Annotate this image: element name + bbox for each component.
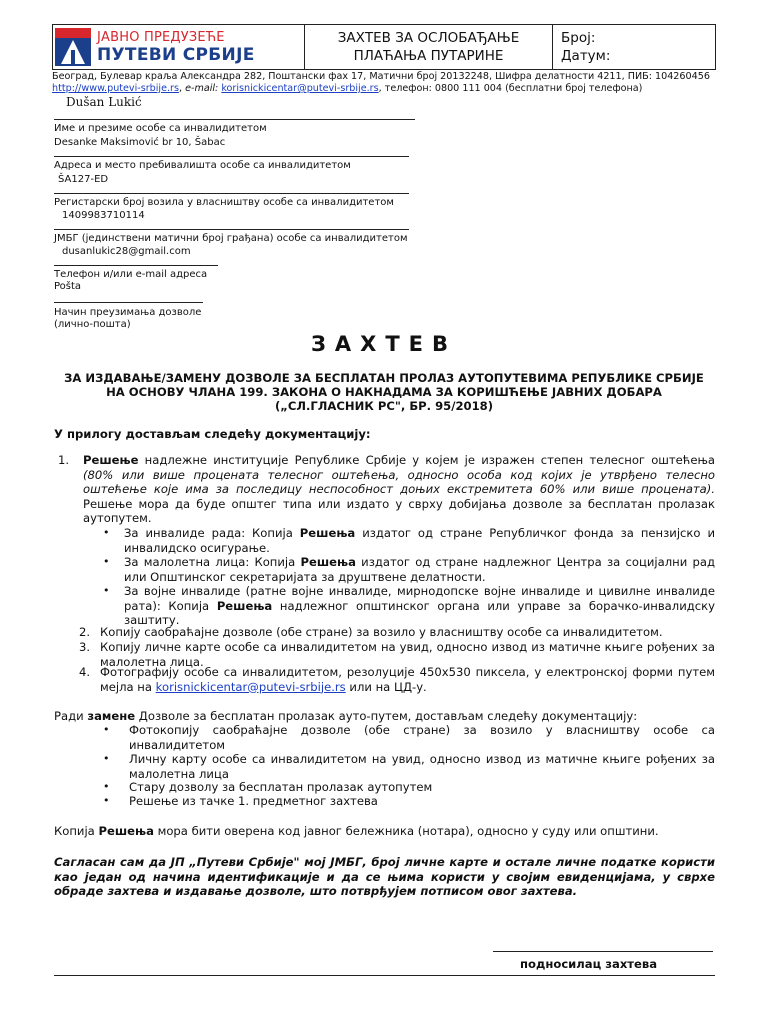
bullet-icon: •	[103, 780, 110, 793]
contact-value[interactable]: dusanlukic28@gmail.com	[62, 246, 191, 257]
item3-number: 3.	[79, 640, 91, 654]
bullet-icon: •	[103, 752, 110, 765]
contact-label: Телефон и/или e-mail адреса	[54, 269, 208, 280]
name-label: Име и презиме особе са инвалидитетом	[54, 123, 267, 134]
item2-text: Копију саобраћајне дозволе (обе стране) за возило у власништву особе са инвалидитетом.	[100, 625, 663, 639]
document-subtitle	[60, 371, 708, 413]
jmbg-label: ЈМБГ (јединствени матични број грађана) особе са инвалидитетом	[54, 233, 408, 244]
bullet-icon: •	[103, 555, 110, 568]
replacement-item: Стару дозволу за бесплатан пролазак аутопутем	[129, 780, 433, 794]
item2-number: 2.	[79, 625, 91, 639]
contact-line-rule	[54, 265, 218, 266]
datum-label: Датум:	[561, 48, 611, 64]
form-title-line1: ЗАХТЕВ ЗА ОСЛОБАЂАЊЕ	[337, 30, 520, 46]
document-header	[52, 24, 716, 70]
form-title-line2: ПЛАЋАЊА ПУТАРИНЕ	[353, 48, 504, 64]
broj-label: Број:	[561, 30, 596, 46]
address-line-rule	[54, 156, 409, 157]
notary-text: Копија Решења мора бити оверена код јавног бележника (нотара), односно у суду или општини.	[54, 824, 659, 838]
delivery-hint: (лично-пошта)	[54, 319, 131, 330]
sub-item: За малолетна лица: Копија Решења издатог од стране надлежног Центра за социјални рад или Општинског секретаријата за друштвене делатности.	[124, 555, 715, 584]
intro-text: У прилогу достављам следећу документацију:	[54, 427, 371, 441]
plate-line	[54, 193, 409, 194]
company-logo-icon	[55, 28, 91, 66]
delivery-value[interactable]: Pošta	[54, 281, 82, 292]
jmbg-value[interactable]: 1409983710114	[62, 210, 145, 221]
item3-text: Копију личне карте особе са инвалидитетом на увид, односно извод из матичне књиге рођених за малолетна лица.	[100, 640, 715, 669]
signature-line[interactable]	[493, 951, 713, 952]
subtitle-line1: ЗА ИЗДАВАЊЕ/ЗАМЕНУ ДОЗВОЛЕ ЗА БЕСПЛАТАН ПРОЛАЗ АУТОПУТЕВИМА РЕПУБЛИКЕ СРБИЈЕ	[64, 371, 704, 385]
bullet-icon: •	[103, 794, 110, 807]
replacement-item: Фотокопију саобраћајне дозволе (обе стране) за возило у власништву особе са инвалидитетом	[129, 723, 715, 752]
phone-text: , телефон: 0800 111 004 (бесплатни број телефона)	[378, 83, 643, 94]
number-date-cell	[553, 25, 715, 69]
address-value[interactable]: Desanke Maksimović br 10, Šabac	[54, 137, 226, 148]
name-value[interactable]: Dušan Lukić	[66, 95, 142, 109]
company-address	[52, 71, 752, 95]
email-link[interactable]: korisnickicentar@putevi-srbije.rs	[221, 83, 379, 94]
item4-number: 4.	[79, 665, 91, 679]
sub-item: За инвалиде рада: Копија Решења издатог од стране Републичког фонда за пензијско и инвалидско осигурање.	[124, 526, 716, 555]
subtitle-line3: („СЛ.ГЛАСНИК РС", БР. 95/2018)	[274, 399, 494, 413]
bullet-icon: •	[103, 723, 110, 736]
subtitle-line2: НА ОСНОВУ ЧЛАНА 199. ЗАКОНА О НАКНАДАМА ЗА КОРИШЋЕЊЕ ЈАВНИХ ДОБАРА	[106, 385, 662, 399]
delivery-label: Начин преузимања дозволе	[54, 307, 202, 318]
plate-label: Регистарски број возила у власништву особе са инвалидитетом	[54, 197, 394, 208]
delivery-line	[54, 302, 203, 303]
signature-label: подносилац захтева	[520, 957, 658, 971]
consent-text: Сагласан сам да ЈП „Путеви Србије" мој ЈМБГ, број личне карте и остале личне податке користи као један од начина идентификације и да се њима користи у својим евиденцијама, у сврхе обраде захтева и издавање дозволе, што потврђујем потписом овог захтева.	[54, 855, 715, 899]
address-label: Адреса и место пребивалишта особе са инвалидитетом	[54, 160, 351, 171]
replacement-item: Личну карту особе са инвалидитетом на увид, односно извод из матичне књиге рођених за малолетна лица	[129, 752, 715, 781]
replacement-intro: Ради замене Дозволе за бесплатан пролазак ауто-путем, достављам следећу документацију:	[54, 709, 638, 723]
logo-line2: ПУТЕВИ СРБИЈЕ	[97, 45, 255, 65]
logo-line1: ЈАВНО ПРЕДУЗЕЋЕ	[97, 30, 225, 45]
email-link[interactable]: korisnickicentar@putevi-srbije.rs	[155, 679, 346, 694]
bullet-icon: •	[103, 526, 110, 539]
name-line	[54, 119, 415, 120]
document-title: ЗАХТЕВ	[310, 332, 458, 356]
address-line: Београд, Булевар краља Александра 282, Поштански фах 17, Матични број 20132248, Шифра делатности 4211, ПИБ: 104260456	[52, 71, 710, 82]
item4-text: Фотографију особе са инвалидитетом, резолуције 450x530 пиксела, у електронској форми путем мејла на korisnickicentar@putevi-srbije.rs или на ЦД-у.	[100, 665, 715, 694]
website-link[interactable]: http://www.putevi-srbije.rs	[52, 83, 179, 94]
logo-cell	[53, 25, 305, 69]
bullet-icon: •	[103, 584, 110, 597]
plate-value[interactable]: ŠA127-ED	[58, 174, 109, 185]
item1-text: Решење надлежне институције Републике Србије у којем је изражен степен телесног оштећења (80% или више процената телесног оштећења, односно особа код којих је утврђено телесно оштећење које има за последицу неспособност доњих екстремитета 60% или више процената). Решење мора да буде општег типа или издато у сврху добијања дозволе за бесплатан пролазак аутопутем.	[83, 453, 715, 526]
replacement-item: Решење из тачке 1. предметног захтева	[129, 794, 378, 808]
form-title-cell	[305, 25, 553, 69]
footer-divider	[54, 975, 715, 976]
sub-item: За војне инвалиде (ратне војне инвалиде, мирнодопске војне инвалиде и цивилне инвалиде рата): Копија Решења надлежног општинског органа или управе за борачко-инвалидску заштиту.	[124, 584, 715, 628]
item1-number: 1.	[58, 453, 70, 467]
contact-line: http://www.putevi-srbije.rs, e-mail: korisnickicentar@putevi-srbije.rs, телефон: 0800 111 004 (бесплатни број телефона)	[52, 83, 643, 94]
email-label: e-mail:	[185, 83, 219, 94]
jmbg-line	[54, 229, 409, 230]
